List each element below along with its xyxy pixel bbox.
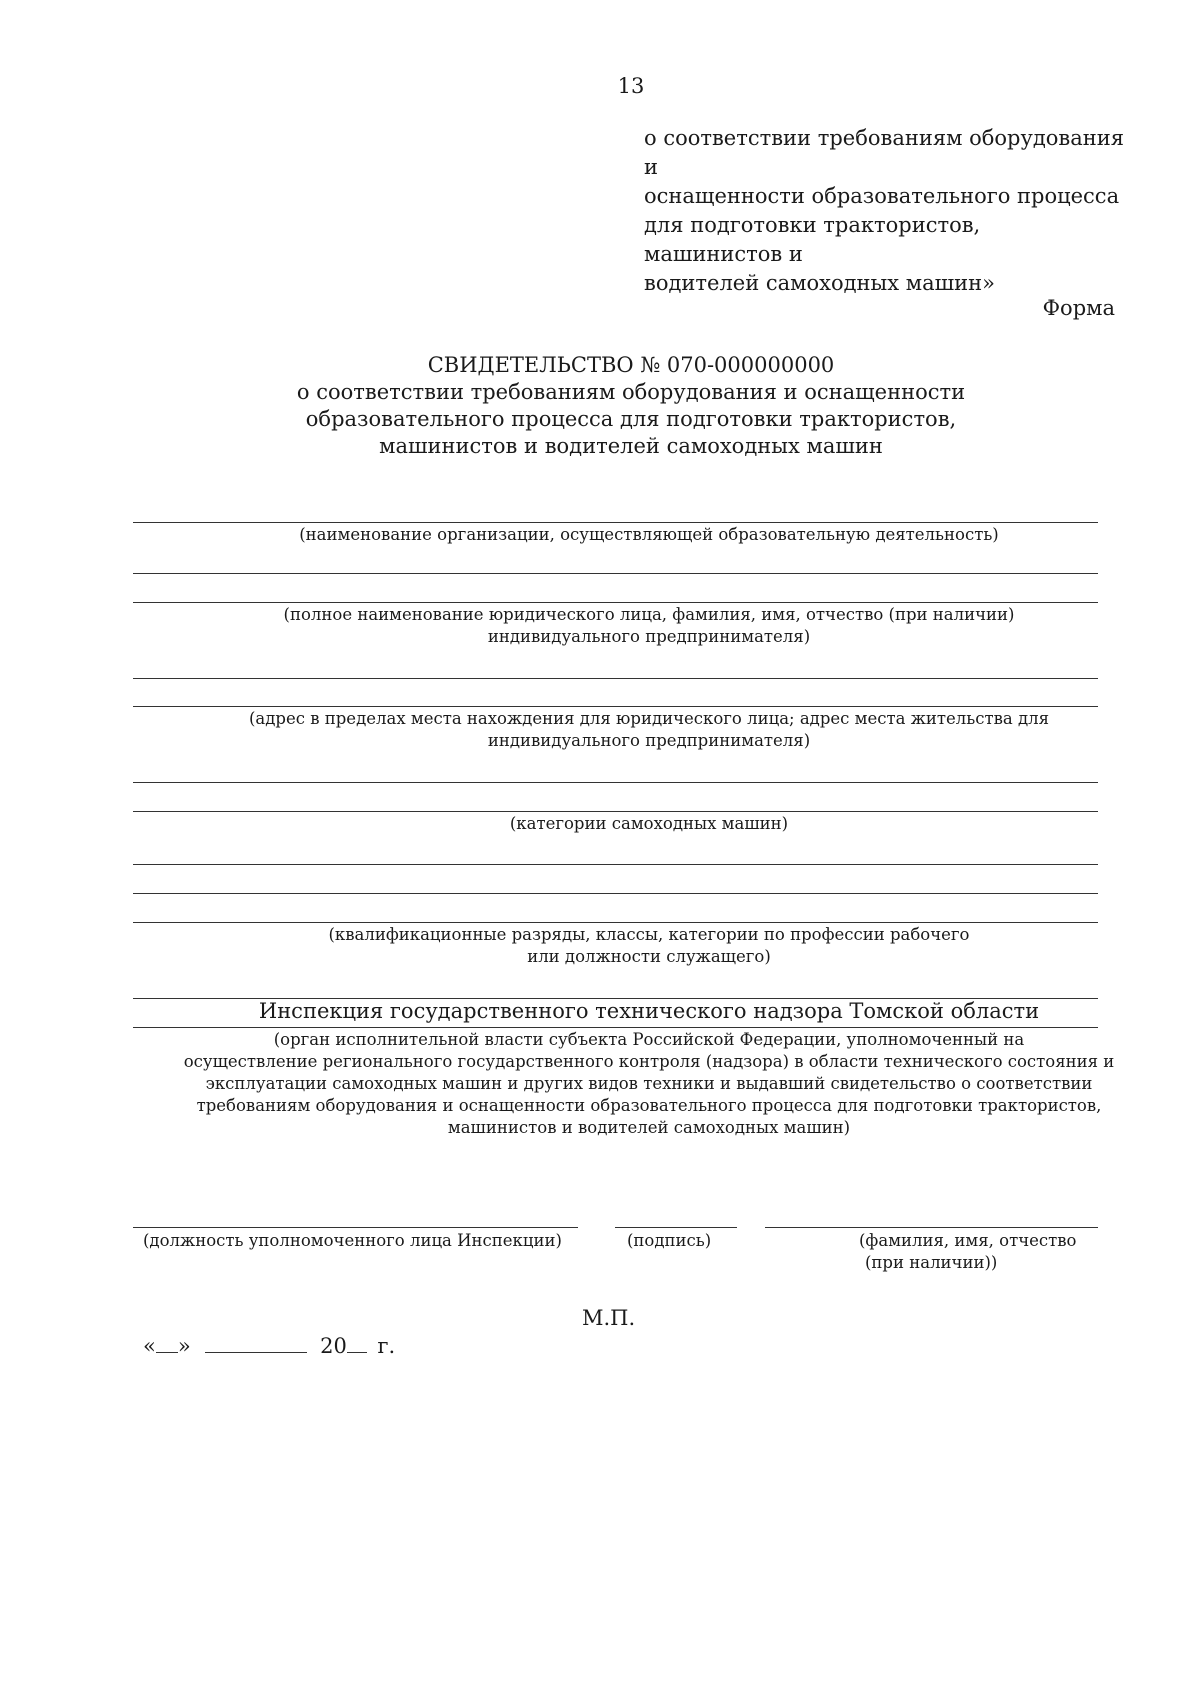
- legal-name-caption-line: индивидуального предпринимателя): [487, 627, 811, 646]
- day-field[interactable]: [156, 1334, 178, 1353]
- address-caption-line: индивидуального предпринимателя): [487, 731, 811, 750]
- position-field-line[interactable]: [133, 1227, 578, 1228]
- position-caption: (должность уполномоченного лица Инспекции): [143, 1231, 562, 1250]
- certificate-heading: СВИДЕТЕЛЬСТВО № 070-000000000: [427, 353, 835, 377]
- appendix-reference-line: о соответствии требованиям оборудования и: [644, 126, 1124, 179]
- legal-name-field-line[interactable]: [133, 602, 1098, 603]
- certificate-subtitle-line: образовательного процесса для подготовки трактористов,: [305, 407, 957, 431]
- categories-field-line[interactable]: [133, 782, 1098, 783]
- certificate-title: [0, 352, 1200, 460]
- qualification-field-line[interactable]: [133, 922, 1098, 923]
- categories-field-line[interactable]: [133, 811, 1098, 812]
- legal-name-field-line[interactable]: [133, 573, 1098, 574]
- qualification-caption-line: (квалификационные разряды, классы, категории по профессии рабочего: [328, 925, 970, 944]
- qualification-caption: [133, 924, 1165, 968]
- authority-caption-line: осуществление регионального государственного контроля (надзора) в области технического состояния и: [183, 1052, 1115, 1071]
- appendix-reference-line: для подготовки трактористов, машинистов и: [644, 213, 981, 266]
- authority-value: Инспекция государственного технического надзора Томской области: [258, 999, 1040, 1023]
- categories-caption: (категории самоходных машин): [509, 814, 789, 833]
- stamp-place: М.П.: [582, 1306, 636, 1330]
- organization-field-line[interactable]: [133, 522, 1098, 523]
- authority-caption-line: требованиям оборудования и оснащенности образовательного процесса для подготовки трактористов,: [196, 1096, 1102, 1115]
- authority-caption-line: эксплуатации самоходных машин и других видов техники и выдавший свидетельство о соответствии: [205, 1074, 1093, 1093]
- authority-caption-line: машинистов и водителей самоходных машин): [447, 1118, 851, 1137]
- authority-field-line[interactable]: [133, 1027, 1098, 1028]
- full-name-field-line[interactable]: [765, 1227, 1098, 1228]
- appendix-reference: [644, 124, 1124, 298]
- year-prefix: 20: [320, 1334, 347, 1358]
- page-number: 13: [617, 74, 645, 98]
- date-close-quote: »: [177, 1334, 191, 1358]
- qualification-field-line[interactable]: [133, 893, 1098, 894]
- certificate-subtitle-line: о соответствии требованиям оборудования и оснащенности: [296, 380, 966, 404]
- year-field[interactable]: [347, 1334, 367, 1353]
- qualification-field-line[interactable]: [133, 864, 1098, 865]
- date-line: [143, 1334, 395, 1358]
- full-name-caption: [859, 1230, 1076, 1274]
- signature-field-line[interactable]: [615, 1227, 737, 1228]
- date-open-quote: «: [143, 1334, 156, 1358]
- signature-caption: (подпись): [627, 1231, 712, 1250]
- address-field-line[interactable]: [133, 706, 1098, 707]
- address-caption-line: (адрес в пределах места нахождения для юридического лица; адрес места жительства для: [248, 709, 1050, 728]
- month-field[interactable]: [205, 1334, 307, 1353]
- form-label: Форма: [1042, 296, 1115, 320]
- year-suffix: г.: [377, 1334, 396, 1358]
- appendix-reference-line: водителей самоходных машин»: [644, 271, 996, 295]
- organization-caption: (наименование организации, осуществляющей образовательную деятельность): [299, 525, 999, 544]
- authority-caption: [133, 1029, 1165, 1139]
- full-name-caption-line: (при наличии)): [865, 1253, 998, 1272]
- appendix-reference-line: оснащенности образовательного процесса: [644, 184, 1120, 208]
- full-name-caption-line: (фамилия, имя, отчество: [859, 1231, 1077, 1250]
- authority-caption-line: (орган исполнительной власти субъекта Российской Федерации, уполномоченный на: [273, 1030, 1025, 1049]
- qualification-caption-line: или должности служащего): [527, 947, 771, 966]
- address-field-line[interactable]: [133, 678, 1098, 679]
- legal-name-caption: [133, 604, 1165, 648]
- address-caption: [133, 708, 1165, 752]
- certificate-subtitle-line: машинистов и водителей самоходных машин: [379, 434, 883, 458]
- legal-name-caption-line: (полное наименование юридического лица, фамилия, имя, отчество (при наличии): [283, 605, 1015, 624]
